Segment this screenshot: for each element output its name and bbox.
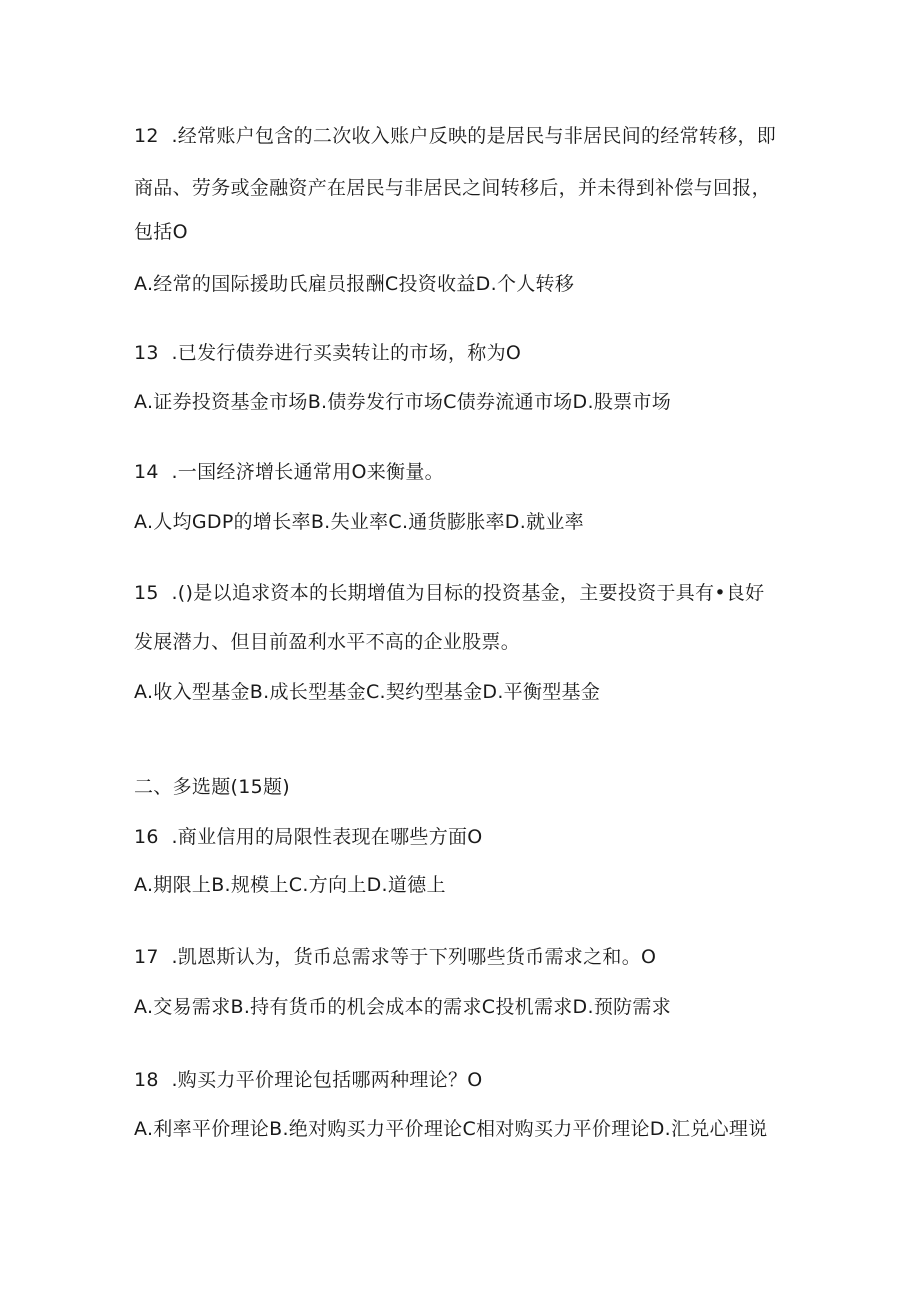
question-16-line-1: 16 .商业信用的局限性表现在哪些方面O — [134, 826, 483, 848]
question-12-line-3: 包括O — [134, 221, 188, 243]
question-15-line-1: 15 .()是以追求资本的长期增值为目标的投资基金，主要投资于具有•良好 — [134, 582, 765, 604]
question-12-options: A.经常的国际援助氏雇员报酬C投资收益D.个人转移 — [134, 273, 575, 295]
question-12-line-1: 12 .经常账户包含的二次收入账户反映的是居民与非居民间的经常转移，即 — [134, 125, 777, 147]
section-2-heading: 二、多选题(15题) — [134, 776, 291, 798]
question-13-line-1: 13 .已发行债券进行买卖转让的市场，称为O — [134, 342, 522, 364]
question-17-line-1: 17 .凯恩斯认为，货币总需求等于下列哪些货币需求之和。O — [134, 946, 657, 968]
question-13-options: A.证券投资基金市场B.债券发行市场C债券流通市场D.股票市场 — [134, 391, 672, 413]
question-17-options: A.交易需求B.持有货币的机会成本的需求C投机需求D.预防需求 — [134, 996, 672, 1018]
question-15-options: A.收入型基金B.成长型基金C.契约型基金D.平衡型基金 — [134, 681, 601, 703]
question-15-line-2: 发展潜力、但目前盈利水平不高的企业股票。 — [134, 631, 521, 653]
question-18-options: A.利率平价理论B.绝对购买力平价理论C相对购买力平价理论D.汇兑心理说 — [134, 1118, 768, 1140]
question-14-options: A.人均GDP的增长率B.失业率C.通货膨胀率D.就业率 — [134, 511, 584, 533]
question-18-line-1: 18 .购买力平价理论包括哪两种理论？O — [134, 1069, 483, 1091]
question-12-line-2: 商品、劳务或金融资产在居民与非居民之间转移后，并未得到补偿与回报， — [134, 177, 771, 199]
question-16-options: A.期限上B.规模上C.方向上D.道德上 — [134, 874, 446, 896]
question-14-line-1: 14 .一国经济增长通常用O来衡量。 — [134, 461, 444, 483]
